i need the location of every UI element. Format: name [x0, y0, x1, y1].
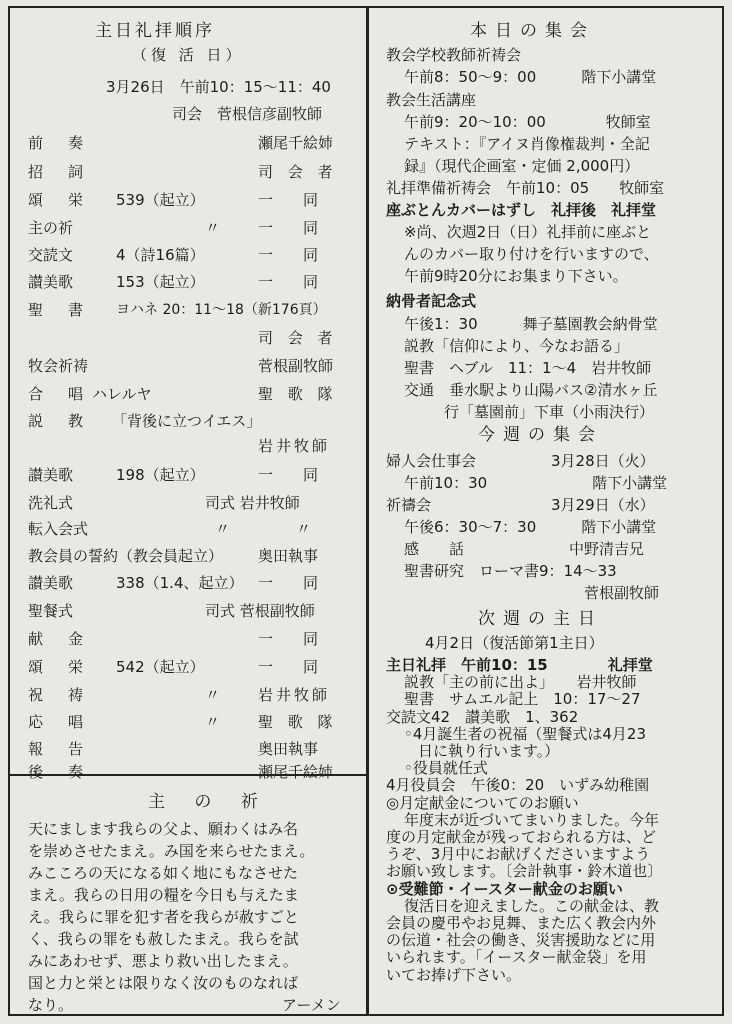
item-person: 聖 歌 隊 [258, 385, 338, 403]
item-person: 岩井牧師 [258, 437, 331, 455]
item-detail: ヨハネ 20：11～18（新176頁） [116, 302, 327, 318]
next-line: お願い致します。〔会計執事・鈴木道也〕 [386, 862, 663, 880]
worship-presider: 司会 菅根信彦副牧師 [172, 105, 323, 123]
next-line: ◦役員就任式 [404, 759, 488, 777]
item-person: 瀬尾千絵姉 [258, 763, 334, 781]
item-detail: 司式 菅根副牧師 [205, 602, 315, 620]
week-line: 聖書研究 ローマ書9：14～33 [404, 562, 617, 580]
item-person: 一 同 [258, 191, 319, 209]
worship-datetime: 3月26日 午前10：15～11：40 [106, 78, 331, 96]
item-person: 司 会 者 [258, 163, 338, 181]
today-line: んのカバー取り付けを行いますので、 [404, 245, 659, 263]
next-line: 主日礼拝 午前10：15 礼拝堂 [386, 656, 653, 674]
item-person: 一 同 [258, 658, 319, 676]
week-line: 婦人会仕事会 3月28日（火） [386, 452, 655, 470]
today-line: 午前8：50～9：00 階下小講堂 [404, 68, 657, 86]
item-person: 一 同 [258, 219, 319, 237]
prayer-line: みにあわせず、悪より救い出したまえ。 [28, 952, 298, 970]
item-label: 応 唱 [28, 713, 89, 731]
today-line: 聖書 ヘブル 11：1～4 岩井牧師 [404, 359, 652, 377]
item-person: 〃 [296, 520, 312, 538]
lords-prayer-title: 主 の 祈 [148, 792, 270, 812]
item-label: 讃美歌 [28, 273, 74, 291]
item-detail: 〃 [205, 713, 221, 731]
week-line: 午前10：30 階下小講堂 [404, 474, 668, 492]
week-line: 感 話 中野清吉兄 [404, 540, 645, 558]
next-line: 説教「主の前に出よ」 岩井牧師 [404, 673, 637, 691]
today-line: テキスト：『アイヌ肖像権裁判・全記 [404, 135, 650, 153]
prayer-line: 天にまします我らの父よ、願わくはみ名 [28, 820, 299, 838]
item-label: 聖餐式 [28, 602, 74, 620]
next-line: 復活日を迎えました。この献金は、教 [404, 897, 660, 915]
item-label: 前 奏 [28, 134, 89, 152]
item-detail: 542（起立） [116, 658, 205, 676]
item-label: 後 奏 [28, 763, 89, 781]
item-detail: 198（起立） [116, 466, 205, 484]
next-line: いられます。「イースター献金袋」を用 [386, 948, 647, 966]
next-line: いてお捧げ下さい。 [386, 966, 522, 984]
prayer-line: なり。 [28, 996, 74, 1014]
today-line: 納骨者記念式 [386, 292, 477, 310]
next-sunday-title: 次週の主日 [478, 609, 603, 629]
today-line: 午後1：30 舞子墓園教会納骨堂 [404, 315, 658, 333]
column-divider [366, 6, 369, 1016]
today-line: ※尚、次週2日（日）礼拝前に座ぶと [404, 223, 652, 241]
next-line: 4月2日（復活節第1主日） [425, 634, 604, 652]
next-line: の伝道・社会の働き、災害援助などに用 [386, 931, 656, 949]
today-line: 礼拝準備祈祷会 午前10：05 牧師室 [386, 179, 665, 197]
today-line: 教会生活講座 [386, 91, 477, 109]
item-person: 一 同 [258, 273, 319, 291]
prayer-line: く、我らの罪をも赦したまえ。我らを試 [28, 930, 299, 948]
item-label: 招 詞 [28, 163, 89, 181]
item-person: 一 同 [258, 630, 319, 648]
next-line: ⊙受難節・イースター献金のお願い [386, 880, 623, 898]
item-label: 主の祈 [28, 219, 74, 237]
item-label: 献 金 [28, 630, 89, 648]
worship-subtitle: （復 活 日） [132, 46, 245, 64]
order-of-worship-title: 主日礼拝順序 [95, 21, 215, 41]
item-label: 洗礼式 [28, 494, 74, 512]
item-label: 交読文 [28, 246, 74, 264]
week-line: 菅根副牧師 [404, 584, 660, 602]
item-label: 頌 栄 [28, 658, 89, 676]
item-person: 一 同 [258, 574, 319, 592]
prayer-line: みこころの天になる如く地にもなさせた [28, 864, 299, 882]
item-detail: 338（1.4、起立） [116, 574, 244, 592]
week-meetings-title: 今週の集会 [478, 425, 603, 445]
next-line: 会員の慶弔やお見舞、また広く教会内外 [386, 914, 657, 932]
item-label: 頌 栄 [28, 191, 89, 209]
prayer-line: 国と力と栄とは限りなく汝のものなれば [28, 974, 299, 992]
today-line: 交通 垂水駅より山陽バス②清水ヶ丘 [404, 381, 658, 399]
item-detail: 「背後に立つイエス」 [112, 412, 262, 430]
item-detail: 司式 岩井牧師 [205, 494, 300, 512]
item-person: 一 同 [258, 466, 319, 484]
item-detail: 4（詩16篇） [116, 246, 205, 264]
week-line: 午後6：30～7：30 階下小講堂 [404, 518, 657, 536]
next-line: ◦4月誕生者の祝福（聖餐式は4月23 [404, 725, 647, 743]
item-label: 転入会式 [28, 520, 89, 538]
today-line: 教会学校教師祈祷会 [386, 46, 522, 64]
next-line: うぞ、3月中にお献げくださいますよう [386, 845, 651, 863]
item-detail: 〃 [205, 219, 221, 237]
amen: アーメン [282, 996, 341, 1014]
item-person: 司 会 者 [258, 329, 338, 347]
week-line: 祈禱会 3月29日（水） [386, 496, 655, 514]
item-label: 合 唱 [28, 385, 89, 403]
next-line: 4月役員会 午後0：20 いずみ幼稚園 [386, 776, 650, 794]
item-label: 讃美歌 [28, 466, 74, 484]
item-label: 牧会祈祷 [28, 357, 89, 375]
next-line: 交読文42 讃美歌 1、362 [386, 708, 579, 726]
item-person: 奥田執事 [258, 740, 319, 758]
today-line: 午前9：20～10：00 牧師室 [404, 113, 651, 131]
item-label: 説 教 [28, 412, 89, 430]
item-label: 祝 祷 [28, 686, 89, 704]
item-person: 一 同 [258, 246, 319, 264]
next-line: 年度末が近づいてまいりました。今年 [404, 811, 660, 829]
item-person: 聖 歌 隊 [258, 713, 338, 731]
item-detail: 〃 [215, 520, 231, 538]
item-detail: 〃 [205, 686, 221, 704]
item-person: 岩井牧師 [258, 686, 331, 704]
item-detail: 153（起立） [116, 273, 205, 291]
today-line: 座ぶとんカバーはずし 礼拝後 礼拝堂 [386, 201, 657, 219]
today-line: 午前9時20分にお集まり下さい。 [404, 267, 628, 285]
item-label: 讃美歌 [28, 574, 74, 592]
item-label: 聖 書 [28, 301, 89, 319]
today-line: 録』（現代企画室・定価 2,000円） [404, 157, 640, 175]
today-line: 行「墓園前」下車（小雨決行） [444, 403, 655, 421]
item-label: 教会員の誓約（教会員起立） [28, 547, 224, 565]
item-detail: 539（起立） [116, 191, 205, 209]
next-line: 日に執り行います。） [418, 742, 560, 760]
prayer-line: え。我らに罪を犯す者を我らが赦すごと [28, 908, 299, 926]
item-person: 菅根副牧師 [258, 357, 334, 375]
item-person: 奥田執事 [258, 547, 319, 565]
prayer-line: を崇めさせたまえ。み国を来らせたまえ。 [28, 842, 315, 860]
next-line: 度の月定献金が残っておられる方は、ど [386, 828, 657, 846]
item-detail: ハレルヤ [92, 385, 152, 403]
today-line: 説教「信仰により、今なお語る」 [404, 337, 630, 355]
item-person: 瀬尾千絵姉 [258, 134, 334, 152]
next-line: 聖書 サムエル記上 10：17～27 [404, 690, 641, 708]
prayer-line: まえ。我らの日用の糧を今日も与えたま [28, 886, 299, 904]
today-meetings-title: 本日の集会 [470, 21, 595, 41]
next-line: ◎月定献金についてのお願い [386, 794, 579, 812]
item-label: 報 告 [28, 740, 89, 758]
